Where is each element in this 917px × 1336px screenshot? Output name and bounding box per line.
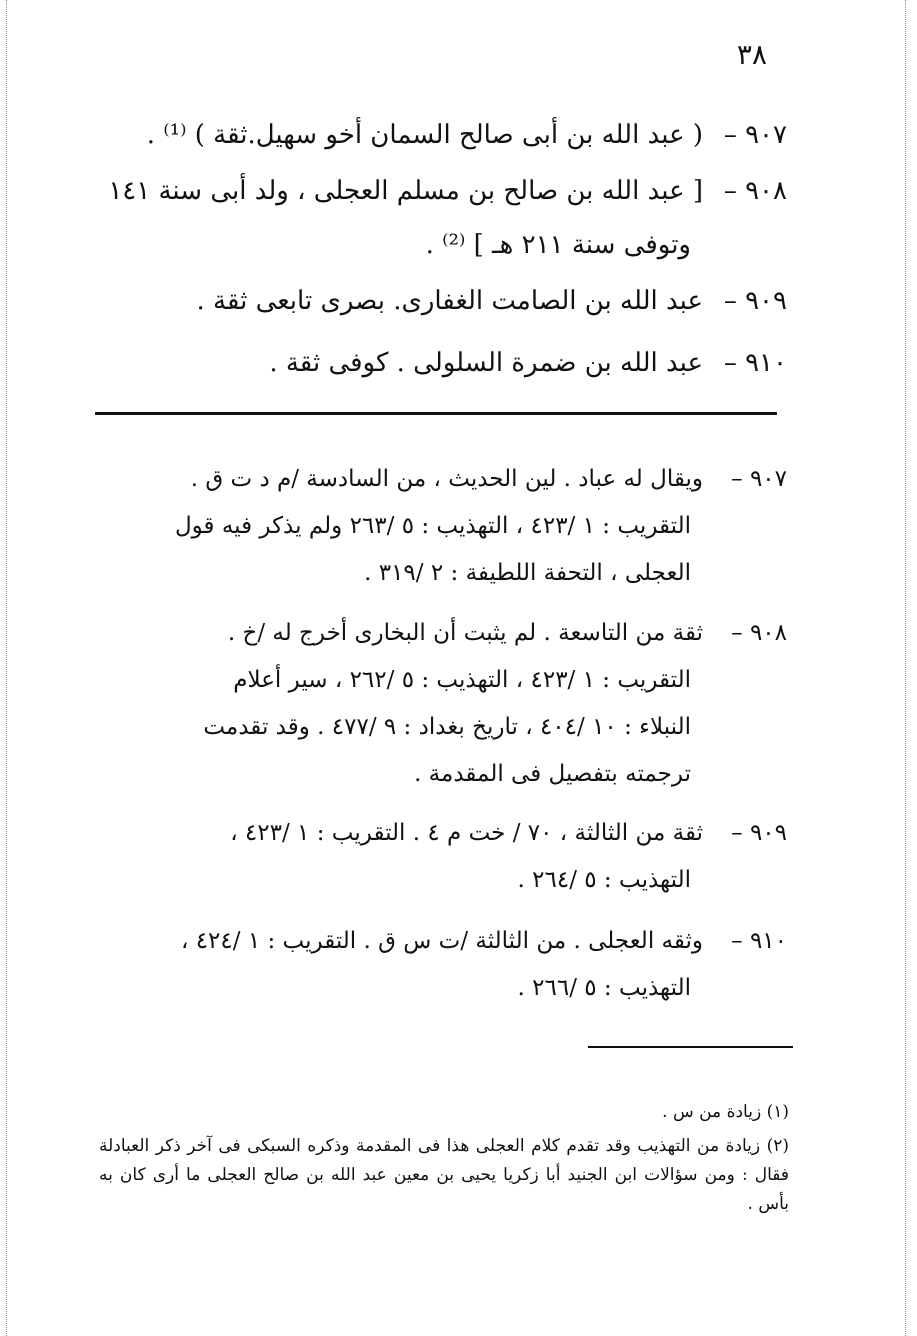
page-number: ٣٨ (736, 38, 767, 71)
note-text-continued: التهذيب : ٥ /٢٦٤ . (517, 867, 691, 893)
note-text-continued: ترجمته بتفصيل فى المقدمة . (414, 761, 691, 787)
entry-text-continued: وتوفى سنة ٢١١ هـ ] ⁽²⁾ . (425, 230, 691, 260)
entry-908 (87, 164, 787, 272)
entry-909 (87, 274, 787, 328)
entry-text: عبد الله بن ضمرة السلولى . كوفى ثقة . (269, 348, 703, 378)
footnote-1: (١) زيادة من س . (662, 1102, 789, 1122)
note-text-continued: العجلى ، التحفة اللطيفة : ٢ /٣١٩ . (364, 560, 691, 586)
scan-edge-left (6, 0, 8, 1336)
note-text: ويقال له عباد . لين الحديث ، من السادسة /م د ت ق . (190, 466, 703, 492)
scan-edge-right (905, 0, 907, 1336)
note-number: ٩٠٨ – (731, 620, 787, 646)
note-text-continued: التقريب : ١ /٤٢٣ ، التهذيب : ٥ /٢٦٣ ولم يذكر فيه قول (174, 513, 691, 539)
entry-number: ٩٠٩ – (723, 286, 787, 316)
note-text-continued: النبلاء : ١٠ /٤٠٤ ، تاريخ بغداد : ٩ /٤٧٧ . وقد تقدمت (203, 714, 691, 740)
entry-907 (87, 108, 787, 162)
note-number: ٩٠٩ – (731, 820, 787, 846)
note-text-continued: التهذيب : ٥ /٢٦٦ . (517, 975, 691, 1001)
note-number: ٩٠٧ – (731, 466, 787, 492)
footnote-2: (٢) زيادة من التهذيب وقد تقدم كلام العجلى هذا فى المقدمة وذكره السبكى فى آخر ذكر العبادلة فقال : ومن سؤالات ابن الجنيد أبا زكريا يحيى بن معين عبد الله بن صالح العجلى ما أرى كان به بأس . (99, 1136, 789, 1214)
entry-text: [ عبد الله بن صالح بن مسلم العجلى ، ولد أبى سنة ١٤١ (108, 176, 703, 206)
footnote-divider (588, 1046, 793, 1048)
note-908 (87, 610, 787, 798)
entry-text: ( عبد الله بن أبى صالح السمان أخو سهيل.ثقة ) ⁽¹⁾ . (146, 120, 703, 150)
entry-number: ٩٠٧ – (723, 120, 787, 150)
note-910 (87, 918, 787, 1012)
note-text: وثقه العجلى . من الثالثة /ت س ق . التقريب : ١ /٤٢٤ ، (180, 928, 703, 954)
section-divider (95, 412, 777, 415)
entry-910 (87, 336, 787, 390)
note-909 (87, 810, 787, 904)
entry-number: ٩٠٨ – (723, 176, 787, 206)
note-number: ٩١٠ – (731, 928, 787, 954)
entry-number: ٩١٠ – (723, 348, 787, 378)
note-text: ثقة من التاسعة . لم يثبت أن البخارى أخرج له /خ . (227, 620, 703, 646)
note-text-continued: التقريب : ١ /٤٢٣ ، التهذيب : ٥ /٢٦٢ ، سير أعلام (233, 667, 691, 693)
note-907 (87, 456, 787, 597)
entry-text: عبد الله بن الصامت الغفارى. بصرى تابعى ثقة . (196, 286, 703, 316)
note-text: ثقة من الثالثة ، ٧٠ / خت م ٤ . التقريب : ١ /٤٢٣ ، (230, 820, 703, 846)
